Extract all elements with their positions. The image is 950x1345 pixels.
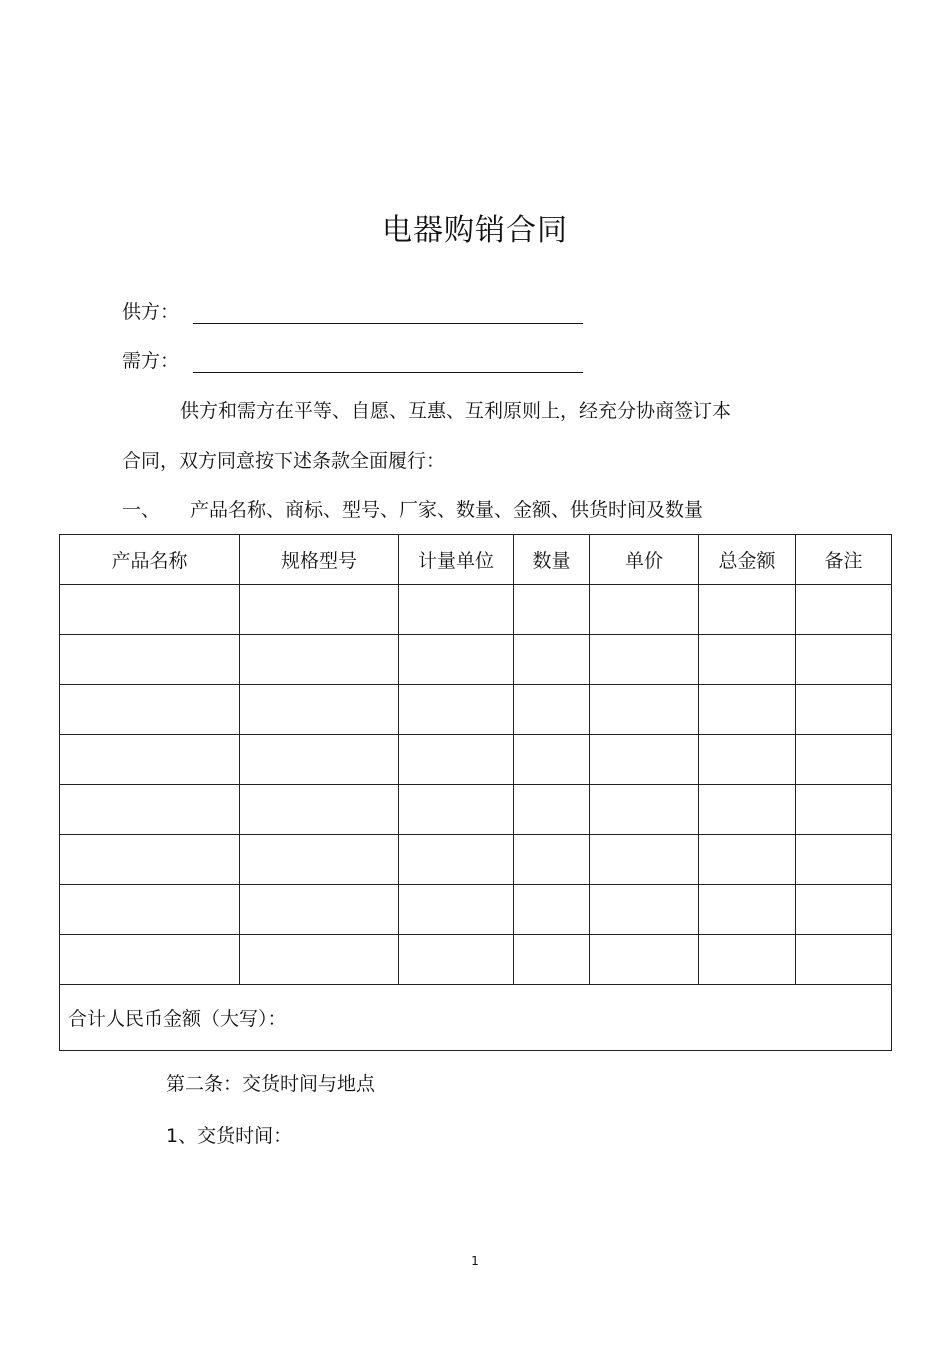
table-cell[interactable] — [514, 585, 590, 635]
table-cell[interactable] — [399, 835, 514, 885]
table-cell[interactable] — [399, 885, 514, 935]
table-cell[interactable] — [590, 735, 699, 785]
table-cell[interactable] — [514, 835, 590, 885]
table-cell[interactable] — [590, 835, 699, 885]
table-cell[interactable] — [240, 735, 399, 785]
table-cell[interactable] — [699, 885, 796, 935]
table-cell[interactable] — [514, 885, 590, 935]
table-cell[interactable] — [399, 685, 514, 735]
table-row — [60, 835, 892, 885]
table-cell[interactable] — [796, 635, 892, 685]
table-row — [60, 785, 892, 835]
table-cell[interactable] — [590, 585, 699, 635]
table-cell[interactable] — [240, 785, 399, 835]
table-row — [60, 735, 892, 785]
table-cell[interactable] — [590, 885, 699, 935]
table-header-cell: 计量单位 — [399, 535, 514, 585]
table-cell[interactable] — [796, 835, 892, 885]
table-cell[interactable] — [796, 585, 892, 635]
buyer-field — [122, 346, 583, 373]
table-cell[interactable] — [796, 885, 892, 935]
total-row — [60, 985, 892, 1051]
table-cell[interactable] — [590, 635, 699, 685]
total-amount-label: 合计人民币金额（大写）： — [60, 985, 892, 1051]
page-number: 1 — [471, 1254, 479, 1268]
table-row — [60, 585, 892, 635]
table-cell[interactable] — [399, 785, 514, 835]
product-table — [59, 534, 892, 1051]
table-header-cell: 备注 — [796, 535, 892, 585]
buyer-blank-line[interactable] — [193, 350, 583, 373]
table-cell[interactable] — [590, 935, 699, 985]
table-cell[interactable] — [240, 835, 399, 885]
table-cell[interactable] — [699, 785, 796, 835]
table-cell[interactable] — [240, 935, 399, 985]
table-cell[interactable] — [240, 685, 399, 735]
table-cell[interactable] — [796, 735, 892, 785]
supplier-field — [122, 297, 583, 324]
table-row — [60, 685, 892, 735]
table-cell[interactable] — [240, 885, 399, 935]
table-cell[interactable] — [796, 785, 892, 835]
supplier-blank-line[interactable] — [193, 301, 583, 324]
table-cell[interactable] — [240, 585, 399, 635]
table-cell[interactable] — [699, 735, 796, 785]
table-header-cell: 单价 — [590, 535, 699, 585]
table-cell[interactable] — [514, 635, 590, 685]
table-cell[interactable] — [60, 785, 240, 835]
table-row — [60, 885, 892, 935]
table-cell[interactable] — [514, 935, 590, 985]
supplier-label: 供方： — [122, 301, 180, 323]
section1-heading — [122, 495, 703, 522]
table-cell[interactable] — [60, 685, 240, 735]
table-cell[interactable] — [590, 685, 699, 735]
table-cell[interactable] — [60, 585, 240, 635]
table-cell[interactable] — [240, 635, 399, 685]
table-row — [60, 635, 892, 685]
table-cell[interactable] — [514, 735, 590, 785]
table-cell[interactable] — [699, 935, 796, 985]
article2-heading: 第二条：交货时间与地点 — [166, 1073, 376, 1095]
table-cell[interactable] — [699, 635, 796, 685]
table-cell[interactable] — [60, 935, 240, 985]
buyer-label: 需方： — [122, 350, 180, 372]
table-header-cell: 数量 — [514, 535, 590, 585]
document-title: 电器购销合同 — [382, 213, 568, 248]
delivery-time-item: 1、交货时间： — [166, 1125, 293, 1147]
table-cell[interactable] — [699, 585, 796, 635]
table-cell[interactable] — [796, 685, 892, 735]
table-cell[interactable] — [699, 685, 796, 735]
section1-number: 一、 — [122, 499, 161, 521]
table-header-cell: 产品名称 — [60, 535, 240, 585]
table-cell[interactable] — [399, 935, 514, 985]
table-cell[interactable] — [514, 685, 590, 735]
intro-line-1: 供方和需方在平等、自愿、互惠、互利原则上，经充分协商签订本 — [180, 400, 732, 422]
table-cell[interactable] — [514, 785, 590, 835]
table-cell[interactable] — [590, 785, 699, 835]
table-cell[interactable] — [60, 735, 240, 785]
table-cell[interactable] — [60, 835, 240, 885]
section1-title: 产品名称、商标、型号、厂家、数量、金额、供货时间及数量 — [190, 499, 704, 521]
table-row — [60, 935, 892, 985]
table-header-row — [60, 535, 892, 585]
table-header-cell: 总金额 — [699, 535, 796, 585]
table-cell[interactable] — [399, 635, 514, 685]
table-cell[interactable] — [399, 735, 514, 785]
table-cell[interactable] — [60, 635, 240, 685]
table-cell[interactable] — [796, 935, 892, 985]
table-header-cell: 规格型号 — [240, 535, 399, 585]
intro-line-2: 合同，双方同意按下述条款全面履行： — [122, 450, 446, 472]
table-cell[interactable] — [699, 835, 796, 885]
table-cell[interactable] — [60, 885, 240, 935]
table-cell[interactable] — [399, 585, 514, 635]
